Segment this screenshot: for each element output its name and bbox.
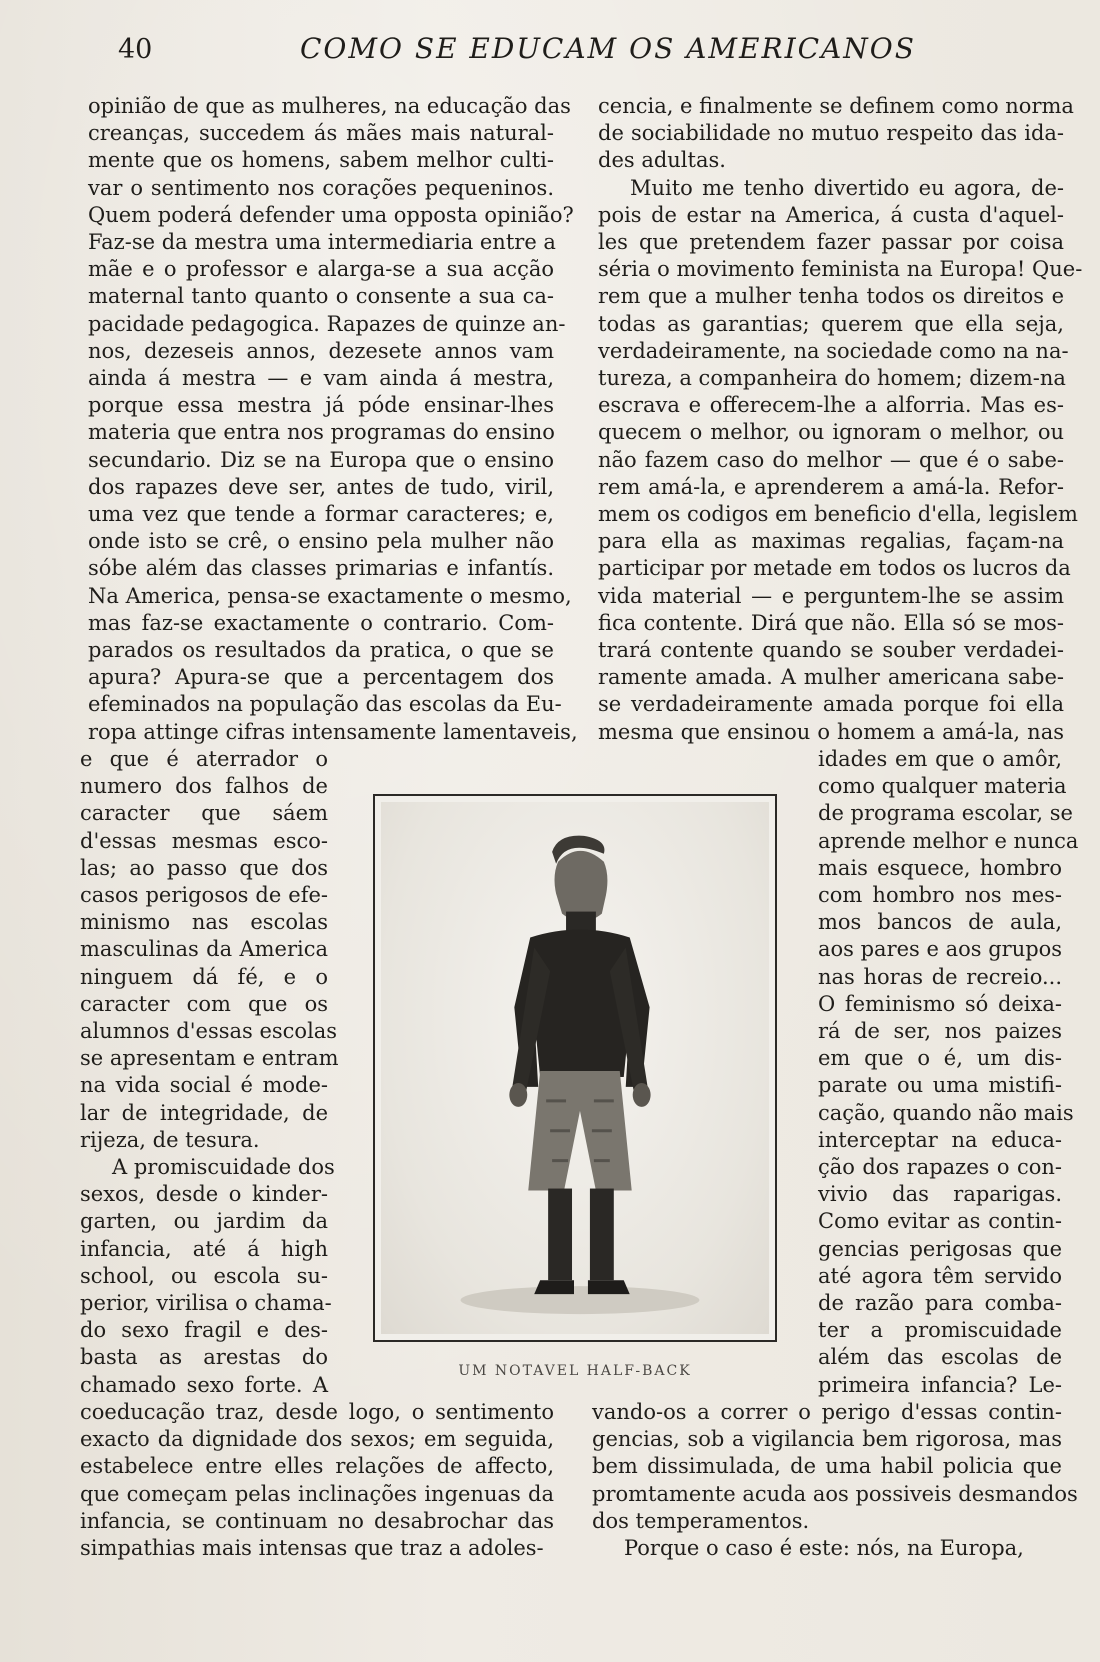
left-upper-line: Na America, pensa-se exactamente o mesmo, xyxy=(88,583,572,608)
left-narrow-line: ninguem dá fé, e o xyxy=(80,964,328,989)
left-upper-line: mente que os homens, sabem melhor culti- xyxy=(88,148,554,173)
left-narrow-line: basta as arestas do xyxy=(80,1345,328,1370)
right-lower-line: promtamente acuda aos possiveis desmandos xyxy=(592,1481,1078,1506)
right-upper-line: les que pretendem fazer passar por coisa xyxy=(598,230,1064,254)
left-narrow-line: caracter que sáem xyxy=(80,801,328,826)
left-upper-line: uma vez que tende a formar caracteres; e, xyxy=(88,502,554,526)
page-number: 40 xyxy=(118,34,153,65)
right-narrow-line: idades em que o amôr, xyxy=(818,747,1062,771)
right-narrow-line: aos pares e aos grupos xyxy=(818,937,1063,962)
right-narrow-line: O feminismo só deixa- xyxy=(818,991,1062,1016)
left-upper-line: mãe e o professor e alarga-se a sua acção xyxy=(88,257,554,282)
right-upper-line: cencia, e finalmente se definem como norma xyxy=(598,94,1074,118)
left-upper-line: apura? Apura-se que a percentagem dos xyxy=(88,665,554,690)
right-narrow-line: ção dos rapazes o con- xyxy=(818,1155,1062,1179)
left-lower-line: estabelece entre elles relações de affecto, xyxy=(80,1454,554,1479)
right-upper-line: se verdadeiramente amada porque foi ella xyxy=(598,692,1064,717)
left-narrow-line: perior, virilisa o chama- xyxy=(80,1291,332,1315)
left-narrow-line: caracter com que os xyxy=(80,991,328,1016)
left-upper-line: pacidade pedagogica. Rapazes de quinze an- xyxy=(88,311,566,336)
left-upper-line: onde isto se crê, o ensino pela mulher não xyxy=(88,529,554,554)
right-upper-line: todas as garantias; querem que ella seja, xyxy=(598,311,1064,336)
right-upper-line: verdadeiramente, na sociedade como na na- xyxy=(598,338,1069,363)
left-narrow-line: sexos, desde o kinder- xyxy=(80,1182,328,1207)
right-upper-line: mem os codigos em beneficio d'ella, legislem xyxy=(598,502,1078,526)
right-upper-line: vida material — e perguntem-lhe se assim xyxy=(598,583,1064,608)
left-lower-line: simpathias mais intensas que traz a adoles- xyxy=(80,1536,544,1560)
photo-caption: UM NOTAVEL HALF-BACK xyxy=(458,1363,692,1379)
right-upper-line: rem que a mulher tenha todos os direitos e xyxy=(598,284,1064,309)
right-narrow-line: de programa escolar, se xyxy=(818,801,1073,826)
left-lower-line: coeducação traz, desde logo, o sentimento xyxy=(80,1400,554,1424)
left-narrow-line: garten, ou jardim da xyxy=(80,1209,328,1234)
right-narrow-line: além das escolas de xyxy=(818,1345,1062,1370)
right-narrow-line: nas horas de recreio... xyxy=(818,964,1062,989)
right-upper-line: tureza, a companheira do homem; dizem-na xyxy=(598,366,1066,390)
running-title: COMO SE EDUCAM OS AMERICANOS xyxy=(300,32,916,65)
right-narrow-line: como qualquer materia xyxy=(818,774,1067,799)
right-narrow-line: mos bancos de aula, xyxy=(818,910,1062,935)
left-lower-line: exacto da dignidade dos sexos; em seguida, xyxy=(80,1427,554,1452)
left-upper-line: secundario. Diz se na Europa que o ensino xyxy=(88,447,554,472)
football-player-photo xyxy=(381,802,769,1334)
left-narrow-line: alumnos d'essas escolas xyxy=(80,1019,338,1043)
right-upper-line: fica contente. Dirá que não. Ella só se mos- xyxy=(598,610,1064,635)
left-narrow-line: do sexo fragil e des- xyxy=(80,1318,328,1343)
left-upper-line: mas faz-se exactamente o contrario. Com- xyxy=(88,610,554,635)
right-upper-line: de sociabilidade no mutuo respeito das ida- xyxy=(598,121,1064,146)
left-narrow-line: chamado sexo forte. A xyxy=(80,1372,328,1397)
left-upper-line: ropa attinge cifras intensamente lamentaveis, xyxy=(88,719,578,744)
left-narrow-line: rijeza, de tesura. xyxy=(80,1127,260,1152)
left-upper-line: var o sentimento nos corações pequeninos. xyxy=(88,175,554,200)
right-narrow-line: em que o é, um dis- xyxy=(818,1046,1062,1071)
right-narrow-line: mais esquece, hombro xyxy=(818,855,1062,880)
right-upper-line: séria o movimento feminista na Europa! Que- xyxy=(598,257,1083,282)
left-narrow-line: masculinas da America xyxy=(80,937,328,962)
right-narrow-line: aprende melhor e nunca xyxy=(818,828,1079,853)
right-lower-line: Porque o caso é este: nós, na Europa, xyxy=(624,1536,1024,1560)
right-lower-line: vando-os a correr o perigo d'essas contin- xyxy=(592,1400,1062,1424)
right-upper-line: des adultas. xyxy=(598,148,726,173)
right-narrow-line: ter a promiscuidade xyxy=(818,1318,1062,1343)
left-upper-line: sóbe além das classes primarias e infantís. xyxy=(88,556,554,581)
left-upper-line: porque essa mestra já póde ensinar-lhes xyxy=(88,393,554,418)
left-narrow-line: school, ou escola su- xyxy=(80,1263,328,1288)
right-narrow-line: interceptar na educa- xyxy=(818,1127,1062,1152)
left-narrow-line: las; ao passo que dos xyxy=(80,855,328,880)
right-lower-line: gencias, sob a vigilancia bem rigorosa, mas xyxy=(592,1427,1062,1452)
left-upper-line: creanças, succedem ás mães mais natural- xyxy=(88,121,554,146)
right-lower-line: dos temperamentos. xyxy=(592,1508,810,1533)
right-narrow-line: até agora têm servido xyxy=(818,1263,1062,1288)
left-narrow-line: na vida social é mode- xyxy=(80,1073,328,1098)
left-narrow-line: e que é aterrador o xyxy=(80,747,328,771)
right-narrow-line: parate ou uma mistifi- xyxy=(818,1073,1062,1098)
left-upper-line: nos, dezeseis annos, dezesete annos vam xyxy=(88,338,554,363)
left-upper-line: parados os resultados da pratica, o que se xyxy=(88,638,554,662)
left-narrow-line: d'essas mesmas esco- xyxy=(80,828,328,853)
left-lower-line: infancia, se continuam no desabrochar das xyxy=(80,1508,554,1533)
right-upper-line: não fazem caso do melhor — que é o sabe- xyxy=(598,447,1064,472)
right-narrow-line: vivio das raparigas. xyxy=(818,1182,1062,1207)
right-upper-line: ramente amada. A mulher americana sabe- xyxy=(598,665,1064,690)
right-upper-line: trará contente quando se souber verdadei- xyxy=(598,638,1064,662)
player-illustration xyxy=(381,802,769,1334)
right-upper-line: rem amá-la, e aprenderem a amá-la. Refor- xyxy=(598,474,1064,499)
left-narrow-line: infancia, até á high xyxy=(80,1236,328,1261)
left-narrow-line: casos perigosos de efe- xyxy=(80,883,328,907)
left-narrow-line: se apresentam e entram xyxy=(80,1046,339,1071)
right-upper-line: Muito me tenho divertido eu agora, de- xyxy=(630,175,1064,200)
left-narrow-line: numero dos falhos de xyxy=(80,774,328,799)
right-narrow-line: de razão para comba- xyxy=(818,1291,1062,1315)
right-upper-line: mesma que ensinou o homem a amá-la, nas xyxy=(598,719,1064,744)
left-upper-line: dos rapazes deve ser, antes de tudo, viril, xyxy=(88,474,554,499)
left-upper-line: ainda á mestra — e vam ainda á mestra, xyxy=(88,366,554,390)
right-narrow-line: cação, quando não mais xyxy=(818,1100,1074,1125)
left-upper-line: Faz-se da mestra uma intermediaria entre a xyxy=(88,230,556,254)
left-upper-line: Quem poderá defender uma opposta opinião? xyxy=(88,202,574,227)
left-narrow-line: lar de integridade, de xyxy=(80,1100,328,1125)
left-lower-line: que começam pelas inclinações ingenuas da xyxy=(80,1481,554,1506)
right-upper-line: escrava e offerecem-lhe a alforria. Mas es- xyxy=(598,393,1064,418)
right-narrow-line: primeira infancia? Le- xyxy=(818,1372,1062,1397)
page-header xyxy=(0,30,1100,80)
left-upper-line: efeminados na população das escolas da Eu- xyxy=(88,692,562,717)
right-upper-line: quecem o melhor, ou ignoram o melhor, ou xyxy=(598,420,1064,445)
left-narrow-line: A promiscuidade dos xyxy=(112,1155,335,1179)
right-narrow-line: gencias perigosas que xyxy=(818,1236,1062,1261)
left-upper-line: materia que entra nos programas do ensino xyxy=(88,420,555,445)
right-upper-line: para ella as maximas regalias, façam-na xyxy=(598,529,1064,554)
left-upper-line: opinião de que as mulheres, na educação das xyxy=(88,94,571,118)
right-upper-line: pois de estar na America, á custa d'aquel- xyxy=(598,202,1064,227)
left-narrow-line: minismo nas escolas xyxy=(80,910,328,935)
right-narrow-line: com hombro nos mes- xyxy=(818,883,1062,907)
photo-figure xyxy=(373,794,777,1342)
right-narrow-line: Como evitar as contin- xyxy=(818,1209,1062,1234)
left-upper-line: maternal tanto quanto o consente a sua ca- xyxy=(88,284,554,309)
right-narrow-line: rá de ser, nos paizes xyxy=(818,1019,1062,1043)
right-lower-line: bem dissimulada, de uma habil policia que xyxy=(592,1454,1062,1479)
right-upper-line: participar por metade em todos os lucros da xyxy=(598,556,1071,581)
